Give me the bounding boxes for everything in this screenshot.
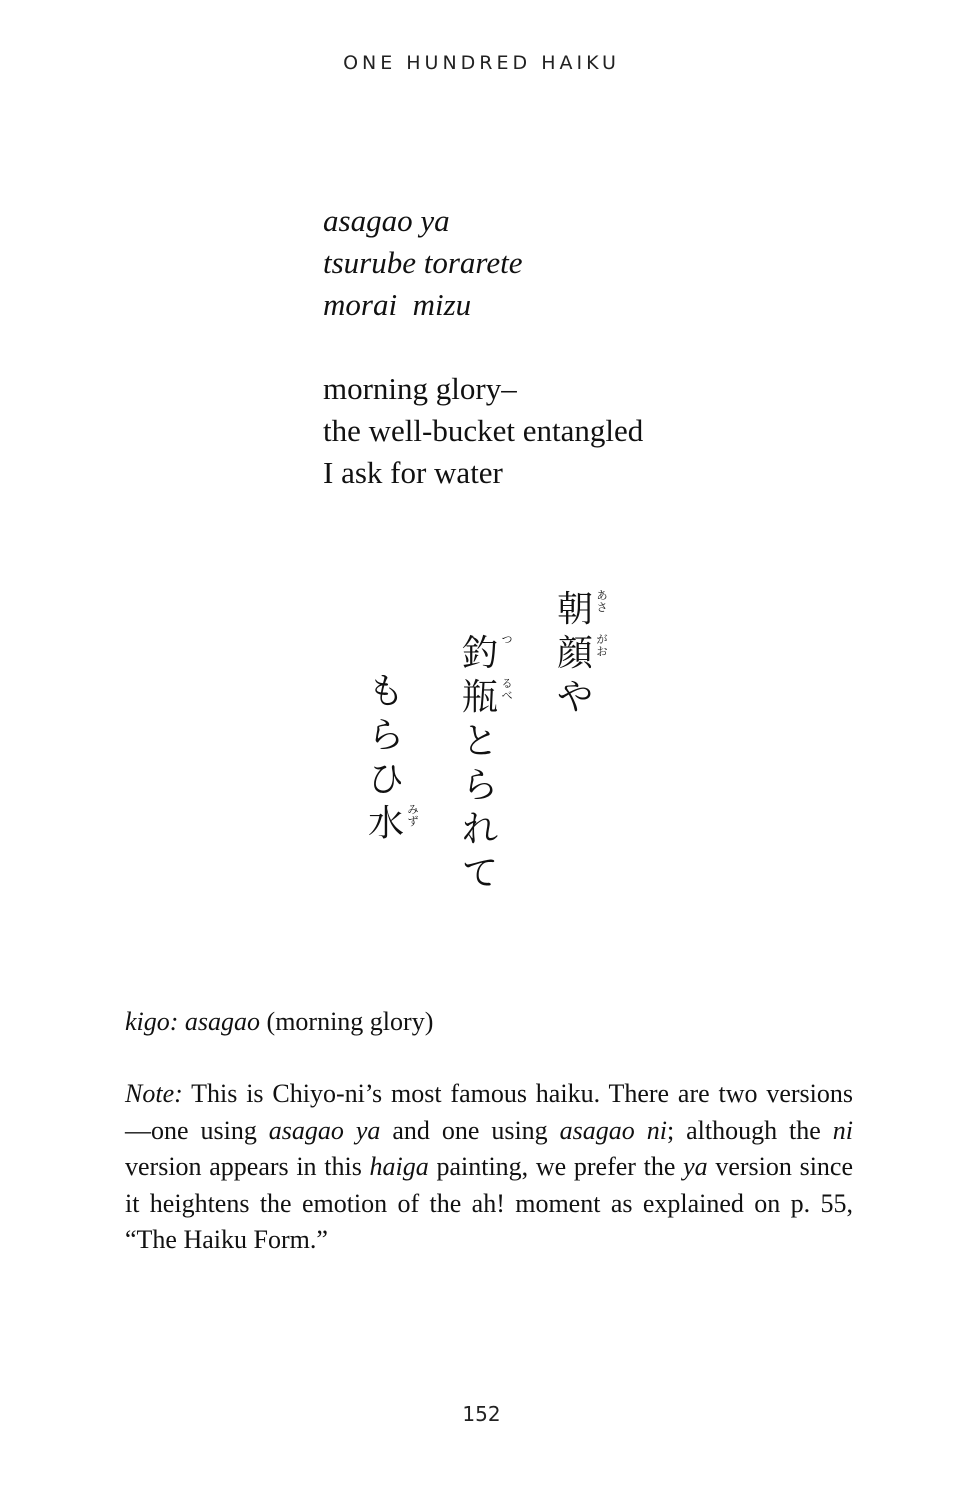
furigana: あさ <box>596 589 608 614</box>
romaji-line-1: asagao ya <box>323 203 450 238</box>
romaji-line-2: tsurube torarete <box>323 245 523 280</box>
kigo-term: asagao <box>184 1007 261 1036</box>
note-term: ya <box>683 1152 708 1181</box>
note-text: painting, we prefer the <box>436 1152 676 1181</box>
note-term: asagao ni <box>559 1115 667 1145</box>
japanese-column-3 <box>364 670 419 846</box>
kigo-line <box>125 1004 433 1040</box>
note-text: version since it heightens the emotion of the ah! moment as explained on p. 55, “The Haiku Form.” <box>125 1152 854 1254</box>
japanese-char: ら <box>461 765 498 806</box>
furigana: みず <box>407 803 419 828</box>
kigo-label: kigo: <box>125 1007 179 1036</box>
note-term: ni <box>832 1115 854 1145</box>
japanese-char: も <box>367 671 404 712</box>
note-term: asagao ya <box>268 1115 381 1145</box>
japanese-char: れ <box>461 809 498 850</box>
page-number: 152 <box>462 1402 501 1426</box>
running-head: ONE HUNDRED HAIKU <box>343 52 620 74</box>
japanese-char: て <box>461 853 498 894</box>
japanese-char: 顔 <box>556 633 593 674</box>
japanese-column-1 <box>553 588 608 720</box>
japanese-char: 朝 <box>556 589 593 630</box>
english-line-2: the well-bucket entangled <box>323 413 644 448</box>
note-term: haiga <box>369 1152 429 1181</box>
japanese-char: や <box>556 677 593 718</box>
english-line-1: morning glory– <box>323 371 517 406</box>
note-label: Note: <box>125 1079 183 1108</box>
japanese-char: 水 <box>367 803 404 844</box>
kigo-gloss: (morning glory) <box>266 1007 434 1036</box>
note-text: ; although the <box>666 1115 821 1145</box>
furigana: がお <box>596 633 608 658</box>
english-line-3: I ask for water <box>323 455 503 490</box>
haiku-english <box>323 368 643 494</box>
japanese-char: ら <box>367 715 404 756</box>
haiku-romaji <box>323 200 522 326</box>
japanese-char: 釣 <box>461 633 498 674</box>
japanese-column-2 <box>458 632 513 896</box>
note-paragraph <box>125 1076 853 1259</box>
furigana: るべ <box>501 677 513 702</box>
note-text: version appears in this <box>125 1152 362 1181</box>
furigana: つ <box>501 633 513 646</box>
japanese-char: ひ <box>367 759 404 800</box>
japanese-char: と <box>461 721 498 762</box>
romaji-line-3: morai mizu <box>323 287 472 322</box>
note-text: and one using <box>392 1115 548 1145</box>
note-text: This is Chiyo-ni’s most famous haiku. There are two versions—one using <box>125 1079 853 1145</box>
japanese-char: 瓶 <box>461 677 498 718</box>
